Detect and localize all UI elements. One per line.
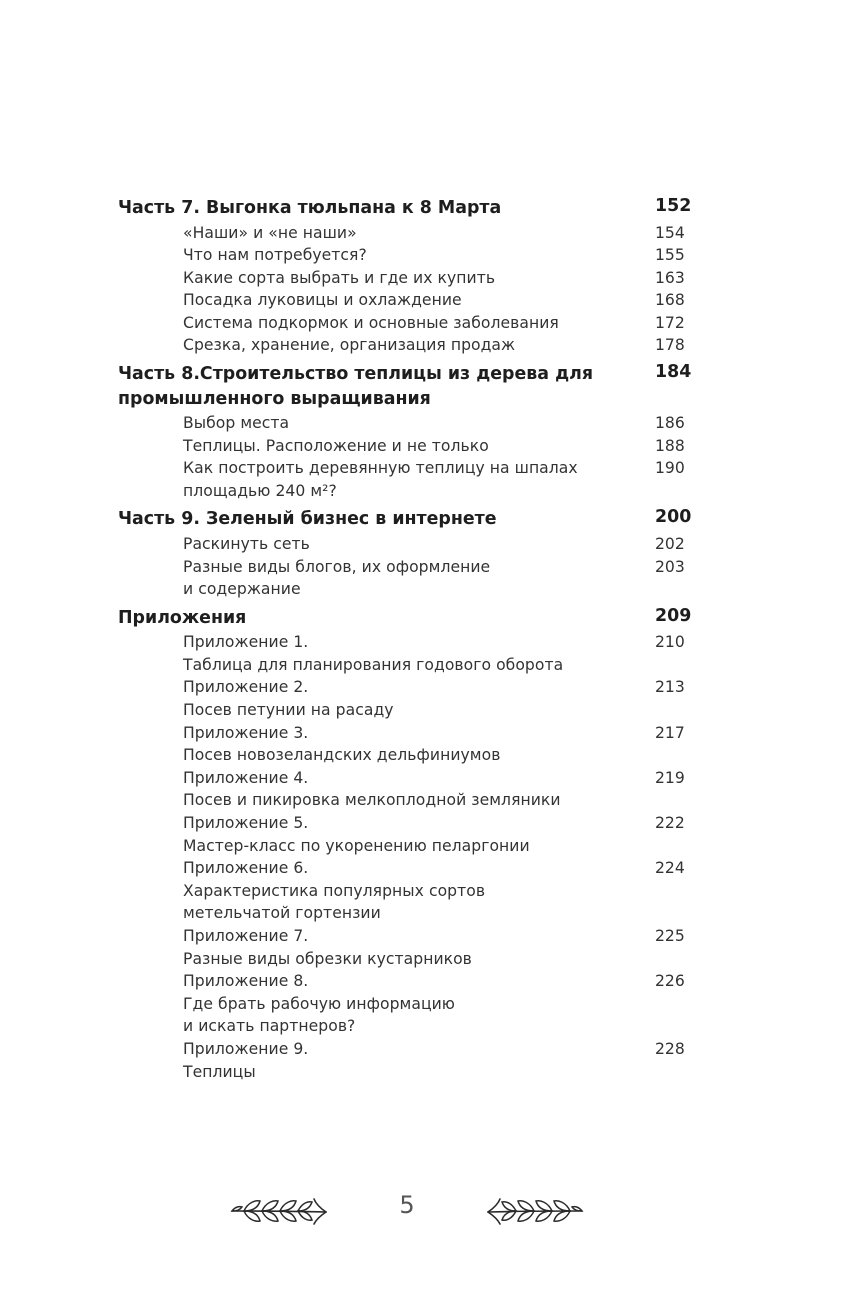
section-page-number: 152 xyxy=(655,196,692,216)
entry-title-line: Приложение 1. xyxy=(183,633,309,652)
entry-page-number: 178 xyxy=(655,336,685,355)
entry-title-line: метельчатой гортензии xyxy=(183,904,381,923)
entry-page-number: 224 xyxy=(655,859,685,878)
section-heading[interactable] xyxy=(118,607,698,632)
entry-page-number: 190 xyxy=(655,459,685,478)
section-title: Часть 8.Строительство теплицы из дерева для xyxy=(118,364,594,385)
entry-page-number: 154 xyxy=(655,223,685,242)
section-title-continuation: промышленного выращивания xyxy=(118,388,431,409)
entry-title-line: Где брать рабочую информацию xyxy=(183,994,455,1013)
entry-title-line: Таблица для планирования годового оборота xyxy=(183,655,564,674)
entry-page-number: 222 xyxy=(655,813,685,832)
entry-title-line: Какие сорта выбрать и где их купить xyxy=(183,268,496,287)
toc-entry[interactable] xyxy=(118,312,698,335)
toc-entry[interactable] xyxy=(118,334,698,357)
entry-title-line: Разные виды блогов, их оформление xyxy=(183,557,491,576)
entry-page-number: 163 xyxy=(655,268,685,287)
entry-page-number: 168 xyxy=(655,291,685,310)
toc-section xyxy=(118,197,698,357)
section-page-number: 184 xyxy=(655,362,692,383)
toc-entry[interactable] xyxy=(118,244,698,267)
entry-page-number: 225 xyxy=(655,926,685,945)
toc-entry[interactable] xyxy=(118,1038,698,1083)
entry-page-number: 217 xyxy=(655,723,685,742)
entry-title-line: площадью 240 м²? xyxy=(183,481,337,500)
table-of-contents xyxy=(118,197,698,1089)
toc-entry[interactable] xyxy=(118,857,698,925)
entry-title-line: Выбор места xyxy=(183,414,290,433)
entry-title-line: Приложение 8. xyxy=(183,972,309,991)
entry-title-line: Как построить деревянную теплицу на шпалах xyxy=(183,459,578,478)
toc-entry[interactable] xyxy=(118,925,698,970)
toc-entry[interactable] xyxy=(118,267,698,290)
entry-title-line: Посев новозеландских дельфиниумов xyxy=(183,746,501,765)
entry-title-line: «Наши» и «не наши» xyxy=(183,223,357,242)
entry-page-number: 186 xyxy=(655,414,685,433)
page-footer xyxy=(0,1188,845,1228)
toc-entry[interactable] xyxy=(118,676,698,721)
entry-title-line: Посев петунии на расаду xyxy=(183,701,394,719)
entry-title-line: Теплицы xyxy=(183,1062,256,1081)
toc-entry[interactable] xyxy=(118,556,698,601)
entry-page-number: 202 xyxy=(655,534,685,553)
leaf-sprig-icon xyxy=(486,1192,584,1226)
entry-title-line: Срезка, хранение, организация продаж xyxy=(183,336,516,355)
toc-entry[interactable] xyxy=(118,289,698,312)
entry-title-line: Посадка луковицы и охлаждение xyxy=(183,291,462,310)
entry-title-line: Приложение 9. xyxy=(183,1039,309,1058)
entry-page-number: 203 xyxy=(655,557,685,576)
toc-entry[interactable] xyxy=(118,767,698,812)
entry-title-line: Приложение 7. xyxy=(183,926,309,945)
entry-page-number: 213 xyxy=(655,678,685,697)
entry-title-line: Разные виды обрезки кустарников xyxy=(183,949,472,968)
entry-title-line: и искать партнеров? xyxy=(183,1017,356,1036)
toc-entry[interactable] xyxy=(118,812,698,857)
toc-entry[interactable] xyxy=(118,970,698,1038)
entry-title-line: Характеристика популярных сортов xyxy=(183,881,486,900)
toc-entry[interactable] xyxy=(118,533,698,556)
entry-title-line: и содержание xyxy=(183,580,301,599)
leaf-sprig-icon xyxy=(230,1192,328,1226)
section-heading-continuation xyxy=(118,388,698,413)
entry-title-line: Приложение 3. xyxy=(183,723,309,742)
entry-page-number: 172 xyxy=(655,313,685,332)
section-heading[interactable] xyxy=(118,363,698,388)
toc-entry[interactable] xyxy=(118,722,698,767)
toc-section xyxy=(118,363,698,502)
section-title: Часть 9. Зеленый бизнес в интернете xyxy=(118,509,497,530)
toc-section xyxy=(118,508,698,600)
toc-entry[interactable] xyxy=(118,631,698,676)
toc-entry[interactable] xyxy=(118,222,698,245)
section-page-number: 200 xyxy=(655,507,692,528)
toc-entry[interactable] xyxy=(118,412,698,435)
entry-title-line: Система подкормок и основные заболевания xyxy=(183,313,559,332)
entry-title-line: Приложение 2. xyxy=(183,678,309,697)
entry-page-number: 228 xyxy=(655,1039,685,1058)
section-title: Приложения xyxy=(118,607,247,628)
section-title: Часть 7. Выгонка тюльпана к 8 Марта xyxy=(118,198,502,218)
entry-page-number: 155 xyxy=(655,246,685,265)
toc-entry[interactable] xyxy=(118,457,698,502)
toc-section xyxy=(118,607,698,1083)
entry-title-line: Посев и пикировка мелкоплодной земляники xyxy=(183,791,561,810)
entry-page-number: 226 xyxy=(655,972,685,991)
entry-title-line: Мастер-класс по укоренению пеларгонии xyxy=(183,836,530,855)
entry-title-line: Приложение 6. xyxy=(183,859,309,878)
section-heading[interactable] xyxy=(118,197,698,222)
entry-title-line: Приложение 5. xyxy=(183,813,309,832)
page-number: 5 xyxy=(399,1191,415,1219)
section-page-number: 209 xyxy=(655,605,692,626)
entry-page-number: 188 xyxy=(655,436,685,455)
entry-title-line: Приложение 4. xyxy=(183,768,309,787)
entry-page-number: 219 xyxy=(655,768,685,787)
entry-title-line: Теплицы. Расположение и не только xyxy=(183,436,489,455)
entry-title-line: Что нам потребуется? xyxy=(183,246,367,265)
entry-page-number: 210 xyxy=(655,633,685,652)
section-heading[interactable] xyxy=(118,508,698,533)
entry-title-line: Раскинуть сеть xyxy=(183,534,310,553)
toc-entry[interactable] xyxy=(118,435,698,458)
